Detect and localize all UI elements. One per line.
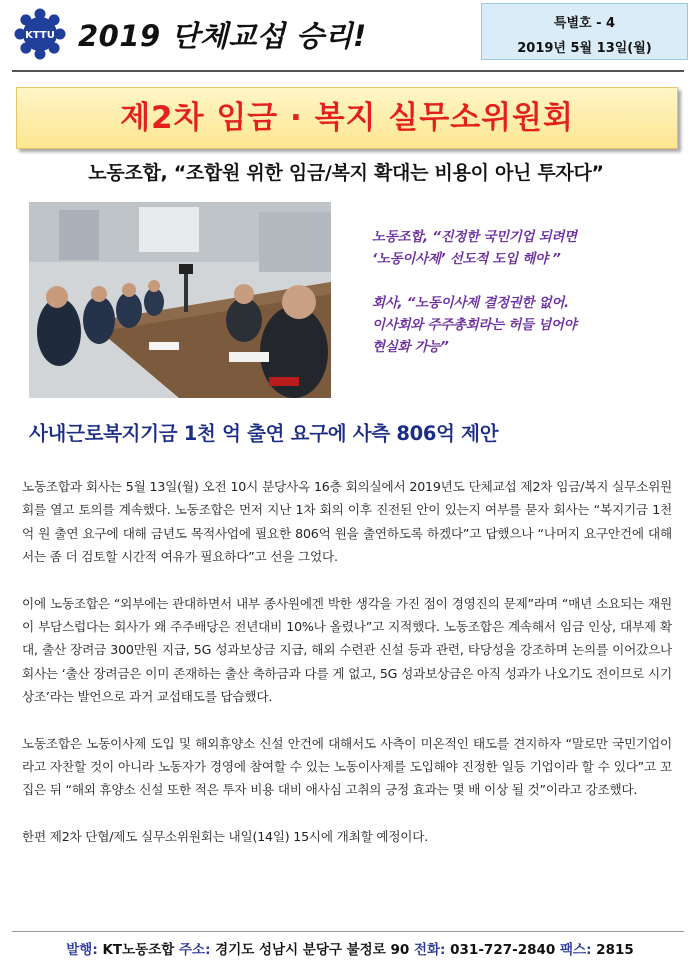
phone-label: 전화: [413,942,446,958]
issuer: KT노동조합 [102,942,175,958]
footer [20,938,680,958]
subtitle: 노동조합, “조합원 위한 임금/복지 확대는 비용이 아닌 투자다” [88,162,604,184]
phone: 031-727-2840 [450,942,556,958]
company-quote-line-3: 현실화 가능” [372,339,449,355]
address-label: 주소: [178,942,211,958]
kttu-logo [14,8,66,60]
company-quote-line-2: 이사회와 주주총회라는 허들 넘어야 [372,317,577,333]
logo-text: KTTU [25,30,55,41]
paragraph: 한편 제2차 단협/제도 실무소위원회는 내일(14일) 15시에 개최할 예정이다. [22,828,429,844]
paragraph: 노동조합과 회사는 5월 13일(월) 오전 10시 분당사옥 16층 회의실에서 2019년도 단체교섭 제2차 임금/복지 실무소위원회를 열고 토의를 계속했다. 노동조합은 먼저 지난 1차 회의 이후 진전된 안이 있는지 여부를 묻자 회사는 “복지기금 1천억 원 출연 요구에 대해 금년도 목적사업에 필요한 806억 원을 출연하도록 하겠다”고 답했으나 “나머지 요구안건에 대해서는 좀 더 검토할 시간적 여유가 필요하다”고 선을 그었다. [22,479,672,565]
article-headline: 사내근로복지기금 1천 억 출연 요구에 사측 806억 제안 [29,422,499,445]
paragraph: 이에 노동조합은 “외부에는 관대하면서 내부 종사원에겐 박한 생각을 가진 점이 경영진의 문제”라며 “매년 소요되는 재원이 부담스럽다는 회사가 왜 주주배당은 전년대비 10%나 올렸나”고 지적했다. 노동조합은 계속해서 임금 인상, 대부제 확대, 출산 장려금 300만원 지급, 5G 성과보상금 지급, 해외 수련관 신설 등과 관련, 타당성을 강조하며 논의를 이어갔으나 회사는 ‘출산 장려금은 이미 존재하는 출산 축하금과 다를 게 없고, 5G 성과보상금은 아직 성과가 나오기도 전이므로 시기상조’라는 발언으로 과거 교섭태도를 답습했다. [22,595,672,705]
address: 경기도 성남시 분당구 불정로 90 [215,942,410,958]
newsletter-title: 2019 단체교섭 승리! [78,19,367,53]
issue-date: 2019년 5월 13일(월) [517,41,652,56]
union-quote-line-1: 노동조합, “진정한 국민기업 되려면 [372,229,577,245]
company-quote-line-1: 회사, “노동이사제 결정권한 없어. [372,295,569,311]
fax-label: 팩스: [559,942,592,958]
meeting-photo [29,202,331,398]
banner [16,87,678,149]
issuer-label: 발행: [66,942,98,958]
issue-number: 특별호 - 4 [553,16,616,31]
fax: 2815 [596,942,634,958]
footer-divider [12,931,684,932]
union-quote-line-2: ‘노동이사제’ 선도적 도입 해야 ” [372,251,561,267]
title-divider [12,70,684,72]
banner-title: 제2차 임금 · 복지 실무소위원회 [120,100,574,136]
article-body [22,475,672,871]
key-quotes [372,226,672,358]
paragraph: 노동조합은 노동이사제 도입 및 해외휴양소 신설 안건에 대해서도 사측이 미온적인 태도를 견지하자 “말로만 국민기업이라고 자찬할 것이 아니라 노동자가 경영에 참여할 수 있는 노동이사제를 도입해야 진정한 일등 기업이라 할 수 있다”고 꼬집은 뒤 “해외 휴양소 신설 또한 적은 투자 비용 대비 애사심 고취의 긍정 효과는 몇 배 이상 될 것”이라고 강조했다. [22,735,672,798]
issue-info-box [481,3,688,60]
